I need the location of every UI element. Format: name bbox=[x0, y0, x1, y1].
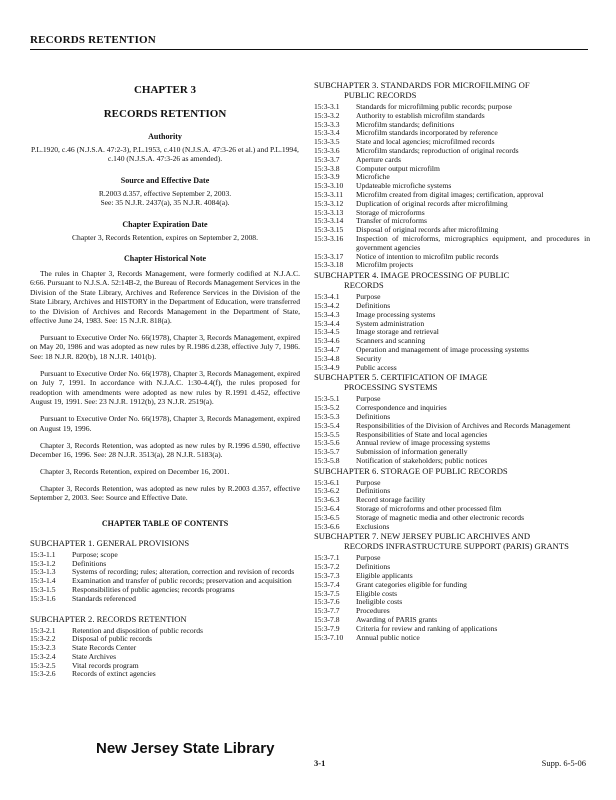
section-number: 15:3-4.3 bbox=[314, 309, 340, 319]
subchapter-title bbox=[314, 531, 590, 551]
section-title: Purpose; scope bbox=[72, 549, 118, 559]
history-paragraph: Chapter 3, Records Retention, was adopted as new rules by R.2003 d.357, effective September 2, 2003. See: Source and Effective Date. bbox=[30, 483, 300, 503]
section-title: Annual public notice bbox=[356, 632, 420, 642]
section-number: 15:3-6.3 bbox=[314, 495, 340, 505]
section-title: Ineligible costs bbox=[356, 597, 403, 607]
section-title: Storage of microforms and other processed film bbox=[356, 504, 502, 514]
section-title: Scanners and scanning bbox=[356, 336, 426, 346]
chapter-title: RECORDS RETENTION bbox=[103, 108, 227, 120]
source-text bbox=[30, 189, 300, 208]
section-number: 15:3-3.15 bbox=[314, 225, 344, 235]
section-list bbox=[314, 395, 590, 465]
toc-entry bbox=[30, 670, 300, 679]
section-title: Submission of information generally bbox=[356, 447, 468, 457]
section-title: Microfilm standards; definitions bbox=[356, 119, 455, 129]
section-title: Notice of intention to microfilm public records bbox=[356, 251, 499, 261]
section-title: Notification of stakeholders; public notices bbox=[356, 455, 488, 465]
section-title: Definitions bbox=[356, 300, 391, 310]
expiration-heading: Chapter Expiration Date bbox=[122, 219, 208, 229]
section-title: Annual review of image processing systems bbox=[356, 438, 490, 448]
section-number: 15:3-7.5 bbox=[314, 588, 340, 598]
section-title: Record storage facility bbox=[356, 495, 426, 505]
section-number: 15:3-3.12 bbox=[314, 198, 344, 208]
section-title: State Archives bbox=[72, 651, 117, 661]
section-number: 15:3-2.5 bbox=[30, 660, 56, 670]
section-number: 15:3-3.13 bbox=[314, 207, 344, 217]
section-list bbox=[314, 554, 590, 642]
subchapter-block bbox=[314, 372, 590, 465]
section-list bbox=[314, 293, 590, 372]
subchapter-title-continued: PROCESSING SYSTEMS bbox=[344, 382, 438, 393]
section-title: Disposal of public records bbox=[72, 634, 152, 644]
section-number: 15:3-2.2 bbox=[30, 634, 56, 644]
section-title: Records of extinct agencies bbox=[72, 669, 156, 679]
toc-entry bbox=[30, 586, 300, 595]
section-number: 15:3-5.1 bbox=[314, 394, 340, 404]
section-number: 15:3-2.3 bbox=[30, 643, 56, 653]
section-number: 15:3-7.2 bbox=[314, 562, 340, 572]
section-number: 15:3-5.5 bbox=[314, 429, 340, 439]
section-number: 15:3-3.17 bbox=[314, 251, 344, 261]
expiration-text: Chapter 3, Records Retention, expires on September 2, 2008. bbox=[71, 232, 258, 242]
section-number: 15:3-7.8 bbox=[314, 615, 340, 625]
section-number: 15:3-2.4 bbox=[30, 651, 56, 661]
subchapter-title-text: SUBCHAPTER 1. GENERAL PROVISIONS bbox=[30, 537, 190, 548]
section-title: Storage of magnetic media and other electronic records bbox=[356, 512, 525, 522]
subchapter-title-text: SUBCHAPTER 2. RECORDS RETENTION bbox=[30, 613, 187, 624]
section-number: 15:3-3.14 bbox=[314, 216, 344, 226]
section-number: 15:3-3.11 bbox=[314, 189, 344, 199]
source-heading: Source and Effective Date bbox=[120, 175, 210, 185]
section-number: 15:3-3.6 bbox=[314, 145, 340, 155]
section-number: 15:3-3.9 bbox=[314, 172, 340, 182]
section-number: 15:3-5.4 bbox=[314, 420, 340, 430]
subchapter-block bbox=[314, 270, 590, 372]
subchapter-block bbox=[30, 614, 300, 680]
section-number: 15:3-1.5 bbox=[30, 584, 56, 594]
history-paragraph: Pursuant to Executive Order No. 66(1978), Chapter 3, Records Management, expired on August 19, 1996. bbox=[30, 414, 300, 433]
section-number: 15:3-7.6 bbox=[314, 597, 340, 607]
toc-entry bbox=[30, 551, 300, 560]
section-number: 15:3-6.5 bbox=[314, 512, 340, 522]
section-title: State and local agencies; microfilmed records bbox=[356, 137, 495, 147]
subchapter-title-continued: PUBLIC RECORDS bbox=[344, 90, 417, 100]
subchapter-title-text: SUBCHAPTER 7. NEW JERSEY PUBLIC ARCHIVES AND bbox=[314, 531, 531, 542]
section-number: 15:3-4.4 bbox=[314, 318, 340, 328]
section-title: Authority to establish microfilm standards bbox=[356, 110, 485, 120]
section-number: 15:3-1.3 bbox=[30, 567, 56, 577]
toc-entry bbox=[314, 634, 590, 643]
section-title: Eligible applicants bbox=[356, 571, 413, 581]
section-title: Procedures bbox=[356, 606, 390, 616]
section-number: 15:3-6.6 bbox=[314, 521, 340, 531]
toc-entry bbox=[30, 662, 300, 671]
section-number: 15:3-6.1 bbox=[314, 477, 340, 487]
toc-entry bbox=[30, 595, 300, 604]
section-title: Definitions bbox=[356, 562, 391, 572]
section-number: 15:3-1.6 bbox=[30, 593, 56, 603]
section-number: 15:3-1.4 bbox=[30, 576, 56, 586]
section-title: Purpose bbox=[356, 394, 381, 404]
supplement-date: Supp. 6-5-06 bbox=[541, 758, 586, 768]
section-title: Responsibilities of public agencies; records programs bbox=[72, 584, 235, 594]
subchapter-block bbox=[314, 466, 590, 532]
section-title: Standards for microfilming public records; purpose bbox=[356, 102, 512, 111]
section-number: 15:3-4.7 bbox=[314, 344, 340, 354]
subchapter-title-text: SUBCHAPTER 4. IMAGE PROCESSING OF PUBLIC bbox=[314, 270, 510, 281]
right-column bbox=[314, 80, 590, 642]
subchapter-title-text: SUBCHAPTER 6. STORAGE OF PUBLIC RECORDS bbox=[314, 465, 508, 476]
running-head: RECORDS RETENTION bbox=[30, 34, 156, 46]
section-number: 15:3-3.16 bbox=[314, 233, 344, 243]
section-title: State Records Center bbox=[72, 643, 137, 653]
section-title: Examination and transfer of public records; preservation and acquisition bbox=[72, 576, 292, 586]
section-title: Duplication of original records after microfilming bbox=[356, 198, 508, 208]
section-number: 15:3-2.1 bbox=[30, 625, 56, 635]
section-number: 15:3-2.6 bbox=[30, 669, 56, 679]
section-title: Purpose bbox=[356, 477, 381, 487]
section-number: 15:3-7.7 bbox=[314, 606, 340, 616]
section-title: Security bbox=[356, 353, 382, 363]
chapter-number: CHAPTER 3 bbox=[133, 84, 197, 96]
section-number: 15:3-3.7 bbox=[314, 154, 340, 164]
section-number: 15:3-4.9 bbox=[314, 362, 340, 372]
section-number: 15:3-3.4 bbox=[314, 128, 340, 138]
section-number: 15:3-1.1 bbox=[30, 549, 56, 559]
toc-entry bbox=[314, 364, 590, 373]
subchapter-title-continued: RECORDS bbox=[344, 280, 384, 291]
section-title: Definitions bbox=[356, 411, 391, 421]
toc-entry bbox=[314, 261, 590, 270]
section-title: Retention and disposition of public records bbox=[72, 625, 203, 635]
section-title: Microfilm standards incorporated by reference bbox=[356, 128, 498, 138]
toc-entry bbox=[314, 523, 590, 532]
section-number: 15:3-4.5 bbox=[314, 327, 340, 337]
section-number: 15:3-6.4 bbox=[314, 504, 340, 514]
section-number: 15:3-4.1 bbox=[314, 292, 340, 302]
section-title: Awarding of PARIS grants bbox=[356, 615, 438, 625]
section-title: Purpose bbox=[356, 553, 381, 563]
section-title: System administration bbox=[356, 318, 425, 328]
history-paragraph: Chapter 3, Records Retention, was adopted as new rules by R.1996 d.590, effective December 16, 1996. See: 28 N.J.R. 3513(a), 28 N.J.R. 5183(a). bbox=[30, 440, 300, 459]
section-number: 15:3-5.6 bbox=[314, 438, 340, 448]
section-list bbox=[30, 551, 300, 604]
subchapter-title-continued: RECORDS INFRASTRUCTURE SUPPORT (PARIS) GRANTS bbox=[344, 541, 569, 552]
section-number: 15:3-3.1 bbox=[314, 102, 340, 111]
section-title: Inspection of microforms, micrographics equipment, and procedures in government agencies bbox=[356, 233, 590, 252]
history-heading: Chapter Historical Note bbox=[123, 254, 207, 264]
history-paragraph: Pursuant to Executive Order No. 66(1978), Chapter 3, Records Management, expired on May 20, 1986 and was adopted as new rules by R.1986 d.238, effective July 7, 1986. See: 18 N.J.R. 820(b), 18 N.J.R. 1401(b). bbox=[30, 333, 300, 361]
authority-heading: Authority bbox=[148, 132, 182, 141]
section-title: Exclusions bbox=[356, 521, 390, 531]
section-number: 15:3-5.8 bbox=[314, 455, 340, 465]
section-number: 15:3-5.3 bbox=[314, 411, 340, 421]
section-number: 15:3-4.8 bbox=[314, 353, 340, 363]
section-title: Eligible costs bbox=[356, 588, 398, 598]
toc-entry bbox=[30, 653, 300, 662]
section-number: 15:3-4.2 bbox=[314, 300, 340, 310]
section-title: Transfer of microforms bbox=[356, 216, 428, 226]
subchapter-title bbox=[314, 270, 590, 290]
header-rule bbox=[30, 49, 588, 50]
source-line: R.2003 d.357, effective September 2, 2003. bbox=[98, 188, 232, 198]
history-paragraph: Pursuant to Executive Order No. 66(1978), Chapter 3, Records Management, expired on July 7, 1991. In accordance with N.J.A.C. 1:30-4.4(f), the rules proposed for readoption with amendments were adopted as new rules by R.1991 d.452, effective August 19, 1991. See: 23 N.J.R. 1912(b), 23 N.J.R. 2519(a). bbox=[30, 368, 300, 407]
authority-text: P.L.1920, c.46 (N.J.S.A. 47:2-3), P.L.1953, c.410 (N.J.S.A. 47:3-26 et al.) and P.L.1994, c.140 (N.J.S.A. 47:3-26 as amended). bbox=[31, 145, 299, 164]
subchapter-block bbox=[30, 538, 300, 604]
section-title: Operation and management of image processing systems bbox=[356, 344, 529, 354]
section-list bbox=[314, 479, 590, 532]
subchapter-title bbox=[314, 372, 590, 392]
section-title: Image processing systems bbox=[356, 309, 436, 319]
section-number: 15:3-3.18 bbox=[314, 260, 344, 270]
left-column bbox=[30, 80, 300, 679]
section-title: Aperture cards bbox=[356, 154, 401, 164]
section-title: Vital records program bbox=[72, 660, 139, 670]
library-brand: New Jersey State Library bbox=[96, 740, 275, 757]
section-number: 15:3-7.10 bbox=[314, 632, 344, 642]
section-number: 15:3-5.7 bbox=[314, 447, 340, 457]
history-notes bbox=[30, 269, 300, 503]
section-number: 15:3-6.2 bbox=[314, 486, 340, 496]
history-paragraph: Chapter 3, Records Retention, expired on December 16, 2001. bbox=[40, 466, 230, 476]
toc-entry bbox=[30, 635, 300, 644]
section-list bbox=[314, 103, 590, 270]
section-number: 15:3-7.3 bbox=[314, 571, 340, 581]
section-title: Responsibilities of the Division of Archives and Records Management bbox=[356, 420, 571, 430]
section-number: 15:3-5.2 bbox=[314, 403, 340, 413]
section-title: Definitions bbox=[356, 486, 391, 496]
source-line: See: 35 N.J.R. 2437(a), 35 N.J.R. 4084(a). bbox=[100, 198, 230, 208]
toc-entry bbox=[30, 627, 300, 636]
subchapter-title bbox=[314, 80, 590, 100]
section-title: Microfilm projects bbox=[356, 260, 414, 270]
section-title: Microfilm created from digital images; certification, approval bbox=[356, 189, 544, 199]
section-title: Systems of recording; rules; alteration, correction and revision of records bbox=[72, 567, 295, 577]
section-number: 15:3-3.5 bbox=[314, 137, 340, 147]
section-title: Definitions bbox=[72, 558, 107, 568]
section-title: Updateable microfiche systems bbox=[356, 181, 452, 191]
toc-entry bbox=[314, 235, 590, 253]
toc-heading: CHAPTER TABLE OF CONTENTS bbox=[101, 518, 229, 528]
section-number: 15:3-3.2 bbox=[314, 110, 340, 120]
section-title: Correspondence and inquiries bbox=[356, 403, 447, 413]
section-title: Standards referenced bbox=[72, 593, 136, 603]
section-list bbox=[30, 627, 300, 680]
section-number: 15:3-3.10 bbox=[314, 181, 344, 191]
section-number: 15:3-4.6 bbox=[314, 336, 340, 346]
section-title: Criteria for review and ranking of applications bbox=[356, 623, 498, 633]
toc-left bbox=[30, 538, 300, 680]
subchapter-title-text: SUBCHAPTER 3. STANDARDS FOR MICROFILMING OF bbox=[314, 80, 530, 90]
toc-entry bbox=[30, 644, 300, 653]
section-number: 15:3-7.9 bbox=[314, 623, 340, 633]
section-title: Image storage and retrieval bbox=[356, 327, 439, 337]
section-title: Microfiche bbox=[356, 172, 390, 182]
subchapter-title-text: SUBCHAPTER 5. CERTIFICATION OF IMAGE bbox=[314, 372, 488, 383]
section-title: Disposal of original records after microfilming bbox=[356, 225, 499, 235]
subchapter-title bbox=[30, 614, 300, 624]
section-title: Storage of microforms bbox=[356, 207, 425, 217]
section-number: 15:3-7.4 bbox=[314, 579, 340, 589]
page-number: 3-1 bbox=[314, 758, 326, 768]
subchapter-title bbox=[30, 538, 300, 548]
subchapter-block bbox=[314, 80, 590, 270]
section-title: Computer output microfilm bbox=[356, 163, 440, 173]
toc-entry bbox=[314, 457, 590, 466]
section-number: 15:3-7.1 bbox=[314, 553, 340, 563]
section-title: Grant categories eligible for funding bbox=[356, 579, 467, 589]
section-title: Public access bbox=[356, 362, 397, 372]
section-number: 15:3-3.8 bbox=[314, 163, 340, 173]
history-paragraph: The rules in Chapter 3, Records Management, were formerly codified at N.J.A.C. 6:66. Pursuant to N.J.S.A. 52:14B-2, the Bureau of Records Management Services in the Division of the State Library, Archives and Reference Services in the Division of the State Library, Archives and HISTORY in the Department of Education, were transferred to the Division of Archives and Records Management in the Department of State, effective June 24, 1983. See: 15 N.J.R. 818(a). bbox=[30, 269, 300, 326]
subchapter-block bbox=[314, 531, 590, 642]
section-title: Microfilm standards; reproduction of original records bbox=[356, 145, 519, 155]
section-title: Purpose bbox=[356, 292, 381, 302]
subchapter-title bbox=[314, 466, 590, 476]
section-number: 15:3-3.3 bbox=[314, 119, 340, 129]
section-title: Responsibilities of State and local agencies bbox=[356, 429, 488, 439]
section-number: 15:3-1.2 bbox=[30, 558, 56, 568]
